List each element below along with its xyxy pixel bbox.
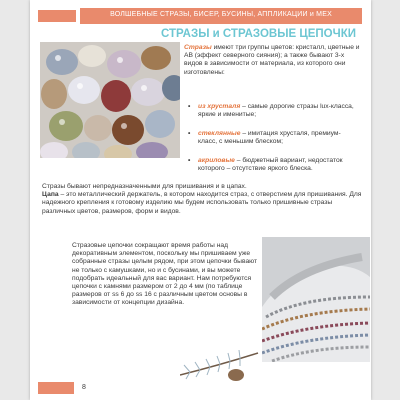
bullet-term: из хрусталя: [198, 103, 241, 110]
bullet-text: – бюджетный вариант, недостаток которого – отсутствие яркого блеска.: [198, 157, 343, 173]
middle-text: – это металлический держатель, в котором находится страз, с отверстием для пришивания. Для надежного крепления к готовому изделию мы будем использовать только пришивные стразы различных цветов, размеров, форм и видов.: [42, 191, 362, 215]
book-page: [30, 0, 371, 400]
rhinestones-photo: [40, 42, 180, 158]
header-tab: [38, 10, 76, 22]
bullet-text: – имитация хрусталя, премиум-класс, с меньшим блеском;: [198, 130, 341, 146]
pine-branch-icon: [180, 345, 260, 385]
bullet-term: акриловые: [198, 157, 235, 164]
footer-tab: [38, 382, 74, 394]
list-item: • из хрусталя – самые дорогие стразы lux-класса, яркие и именитые;: [188, 103, 354, 119]
chain-paragraph: Стразовые цепочки сокращают время работы над декоративным элементом, поскольку мы пришиваем уже собранные стразы целым рядом, при этом цепочки бывают не только с камушками, но и с бусинами, и вы можете подобрать идеальный для вас вариант. Нам потребуются цепочки с камнями размером от 2 до 4 мм (по таблице размеров от ss 6 до ss 16 с различным цветом основы в зависимости от концепции дизайна.: [72, 242, 258, 307]
term-tsapa: Цапа: [42, 191, 59, 199]
middle-line-1: Стразы бывают непредназначенными для пришивания и в цапах.: [42, 183, 247, 190]
header-text: ВОЛШЕБНЫЕ СТРАЗЫ, БИСЕР, БУСИНЫ, АППЛИКАЦИИ и МЕХ: [110, 11, 332, 18]
intro-text: имеют три группы цветов: кристалл, цветные и АВ (эффект северного сияния); а также бывают 3-х видов в зависимости от материала, из которого они изготовлены:: [184, 44, 360, 76]
bullet-text: – самые дорогие стразы lux-класса, яркие и именитые;: [198, 103, 354, 119]
intro-paragraph: [184, 44, 362, 77]
list-item: • акриловые – бюджетный вариант, недостаток которого – отсутствие яркого блеска.: [188, 157, 343, 173]
middle-paragraph: [42, 183, 362, 216]
page-number: 8: [82, 384, 86, 391]
page-title: СТРАЗЫ и СТРАЗОВЫЕ ЦЕПОЧКИ: [160, 28, 356, 40]
term-strazy: Стразы: [184, 44, 212, 51]
header-bar: [80, 8, 362, 24]
list-item: • стеклянные – имитация хрусталя, премиум-класс, с меньшим блеском;: [188, 130, 341, 146]
rhinestone-chains-photo: [262, 237, 370, 362]
bullet-term: стеклянные: [198, 130, 241, 137]
